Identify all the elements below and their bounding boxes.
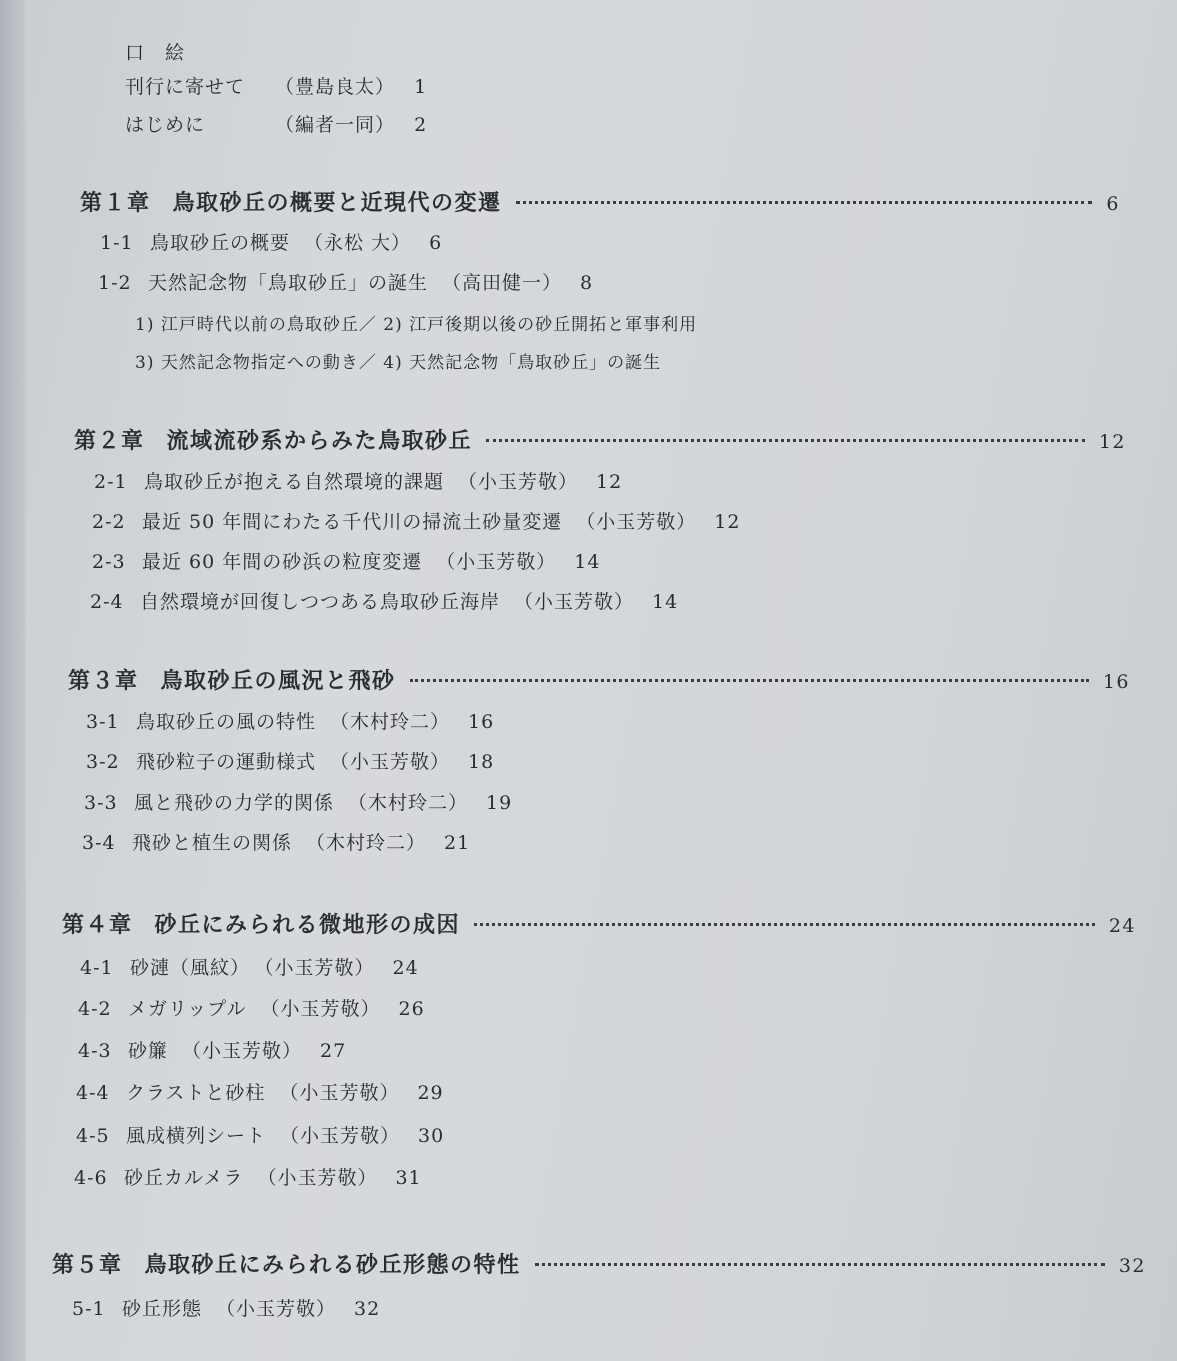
section-author: （永松 大） (304, 232, 412, 254)
section-number: 4-1 (80, 957, 114, 979)
section-title: 風と飛砂の力学的関係 (134, 792, 335, 814)
front-matter-page: 2 (414, 114, 428, 136)
section-page: 16 (468, 711, 495, 733)
subsection-line: 1) 江戸時代以前の鳥取砂丘／ 2) 江戸後期以後の砂丘開拓と軍事利用 (135, 315, 698, 335)
front-matter-page: 1 (414, 76, 428, 98)
section-page: 27 (320, 1040, 347, 1062)
front-matter-title: はじめに (125, 114, 206, 136)
section-title: メガリップル (128, 998, 247, 1020)
chapter-number: 第２章 (74, 428, 145, 454)
section-number: 3-3 (84, 792, 118, 814)
section-author: （小玉芳敬） (436, 551, 557, 573)
chapter-page: 32 (1118, 1255, 1146, 1277)
section-title: 飛砂粒子の運動様式 (136, 751, 317, 773)
section-title: 自然環境が回復しつつある鳥取砂丘海岸 (140, 591, 501, 613)
section-author: （小玉芳敬） (514, 591, 635, 613)
section-number: 1-2 (98, 272, 132, 294)
section-page: 12 (596, 471, 623, 493)
section-entry (80, 953, 419, 980)
chapter-title: 砂丘にみられる微地形の成因 (154, 912, 461, 938)
section-author: （高田健一） (442, 272, 563, 294)
chapter-heading (74, 424, 1126, 455)
section-number: 2-2 (92, 511, 126, 533)
section-page: 32 (354, 1298, 381, 1320)
section-author: （小玉芳敬） (458, 471, 579, 493)
chapter-number: 第３章 (68, 668, 139, 694)
section-author: （木村玲二） (306, 832, 427, 854)
section-number: 5-1 (72, 1298, 106, 1320)
section-entry (76, 1078, 444, 1105)
section-number: 3-4 (82, 832, 116, 854)
section-number: 1-1 (100, 232, 134, 254)
dot-leader (516, 201, 1093, 204)
section-title: 鳥取砂丘の風の特性 (136, 711, 317, 733)
section-entry (98, 268, 593, 295)
front-matter-author: （編者一同） (275, 114, 396, 136)
section-number: 3-1 (86, 711, 120, 733)
section-number: 2-3 (92, 551, 126, 573)
section-title: 砂漣（風紋） (130, 957, 251, 979)
section-entry (72, 1294, 380, 1321)
front-matter-item (125, 110, 427, 137)
section-title: 砂丘形態 (122, 1298, 203, 1320)
section-title: 鳥取砂丘の概要 (150, 232, 291, 254)
section-author: （小玉芳敬） (280, 1125, 401, 1147)
chapter-number: 第１章 (80, 190, 151, 216)
dot-leader (474, 923, 1095, 926)
section-page: 14 (574, 551, 601, 573)
chapter-title: 鳥取砂丘にみられる砂丘形態の特性 (144, 1252, 521, 1278)
section-author: （小玉芳敬） (182, 1040, 303, 1062)
chapter-page: 12 (1098, 431, 1126, 453)
page-edge-shadow (0, 0, 26, 1361)
section-number: 3-2 (86, 751, 120, 773)
section-page: 21 (444, 832, 471, 854)
chapter-page: 16 (1102, 671, 1130, 693)
section-page: 12 (714, 511, 741, 533)
section-title: 風成横列シート (126, 1125, 267, 1147)
section-entry (86, 747, 494, 774)
chapter-title: 鳥取砂丘の概要と近現代の変遷 (172, 190, 502, 216)
section-title: 砂丘カルメラ (124, 1167, 244, 1189)
section-author: （小玉芳敬） (330, 751, 451, 773)
front-matter-item (125, 38, 275, 65)
section-title: クラストと砂柱 (126, 1082, 266, 1104)
section-entry (84, 788, 512, 815)
section-page: 24 (392, 957, 419, 979)
chapter-page: 24 (1108, 915, 1136, 937)
section-author: （木村玲二） (330, 711, 451, 733)
section-entry (100, 228, 442, 255)
section-entry (82, 828, 470, 855)
section-page: 6 (429, 232, 443, 254)
front-matter-author: （豊島良太） (275, 76, 396, 98)
front-matter-item (125, 72, 427, 99)
section-entry (78, 994, 425, 1021)
chapter-title: 流域流砂系からみた鳥取砂丘 (166, 428, 473, 454)
section-author: （小玉芳敬） (264, 957, 375, 979)
section-title: 砂簾 (128, 1040, 169, 1062)
section-page: 19 (486, 792, 513, 814)
section-page: 14 (652, 591, 679, 613)
section-page: 31 (395, 1167, 422, 1189)
chapter-number: 第４章 (62, 912, 133, 938)
section-page: 26 (398, 998, 425, 1020)
section-number: 4-6 (74, 1167, 108, 1189)
dot-leader (535, 1263, 1105, 1266)
section-number: 2-1 (94, 471, 128, 493)
section-entry (94, 467, 622, 494)
section-author: （小玉芳敬） (279, 1082, 400, 1104)
section-entry (92, 507, 740, 534)
section-entry (90, 587, 678, 614)
chapter-heading (62, 908, 1136, 939)
section-page: 29 (417, 1082, 444, 1104)
section-number: 2-4 (90, 591, 124, 613)
section-entry (76, 1121, 444, 1148)
section-number: 4-3 (78, 1040, 112, 1062)
section-author: （木村玲二） (348, 792, 469, 814)
chapter-number: 第５章 (52, 1252, 123, 1278)
section-entry (74, 1163, 422, 1190)
section-number: 4-2 (78, 998, 112, 1020)
section-title: 鳥取砂丘が抱える自然環境的課題 (144, 471, 445, 493)
section-page: 8 (580, 272, 594, 294)
section-title: 飛砂と植生の関係 (132, 832, 293, 854)
section-page: 18 (468, 751, 495, 773)
chapter-page: 6 (1106, 193, 1120, 215)
section-author: （小玉芳敬） (260, 998, 381, 1020)
chapter-heading (68, 664, 1130, 695)
subsection-line: 3) 天然記念物指定への動き／ 4) 天然記念物「鳥取砂丘」の誕生 (135, 353, 662, 373)
section-entry (86, 707, 494, 734)
section-page: 30 (418, 1125, 445, 1147)
front-matter-title: 刊行に寄せて (125, 76, 246, 98)
section-title: 最近 50 年間にわたる千代川の掃流土砂量変遷 (142, 511, 563, 533)
section-title: 最近 60 年間の砂浜の粒度変遷 (142, 551, 423, 573)
section-author: （小玉芳敬） (216, 1298, 337, 1320)
section-entry (92, 547, 600, 574)
chapter-heading (52, 1248, 1146, 1279)
dot-leader (410, 679, 1089, 682)
section-entry (78, 1036, 346, 1063)
section-author: （小玉芳敬） (576, 511, 697, 533)
section-author: （小玉芳敬） (257, 1167, 378, 1189)
section-number: 4-4 (76, 1082, 110, 1104)
chapter-title: 鳥取砂丘の風況と飛砂 (160, 668, 396, 694)
dot-leader (486, 439, 1085, 442)
section-title: 天然記念物「鳥取砂丘」の誕生 (148, 272, 429, 294)
chapter-heading (80, 186, 1120, 217)
front-matter-title: 口 絵 (125, 42, 186, 64)
section-number: 4-5 (76, 1125, 110, 1147)
